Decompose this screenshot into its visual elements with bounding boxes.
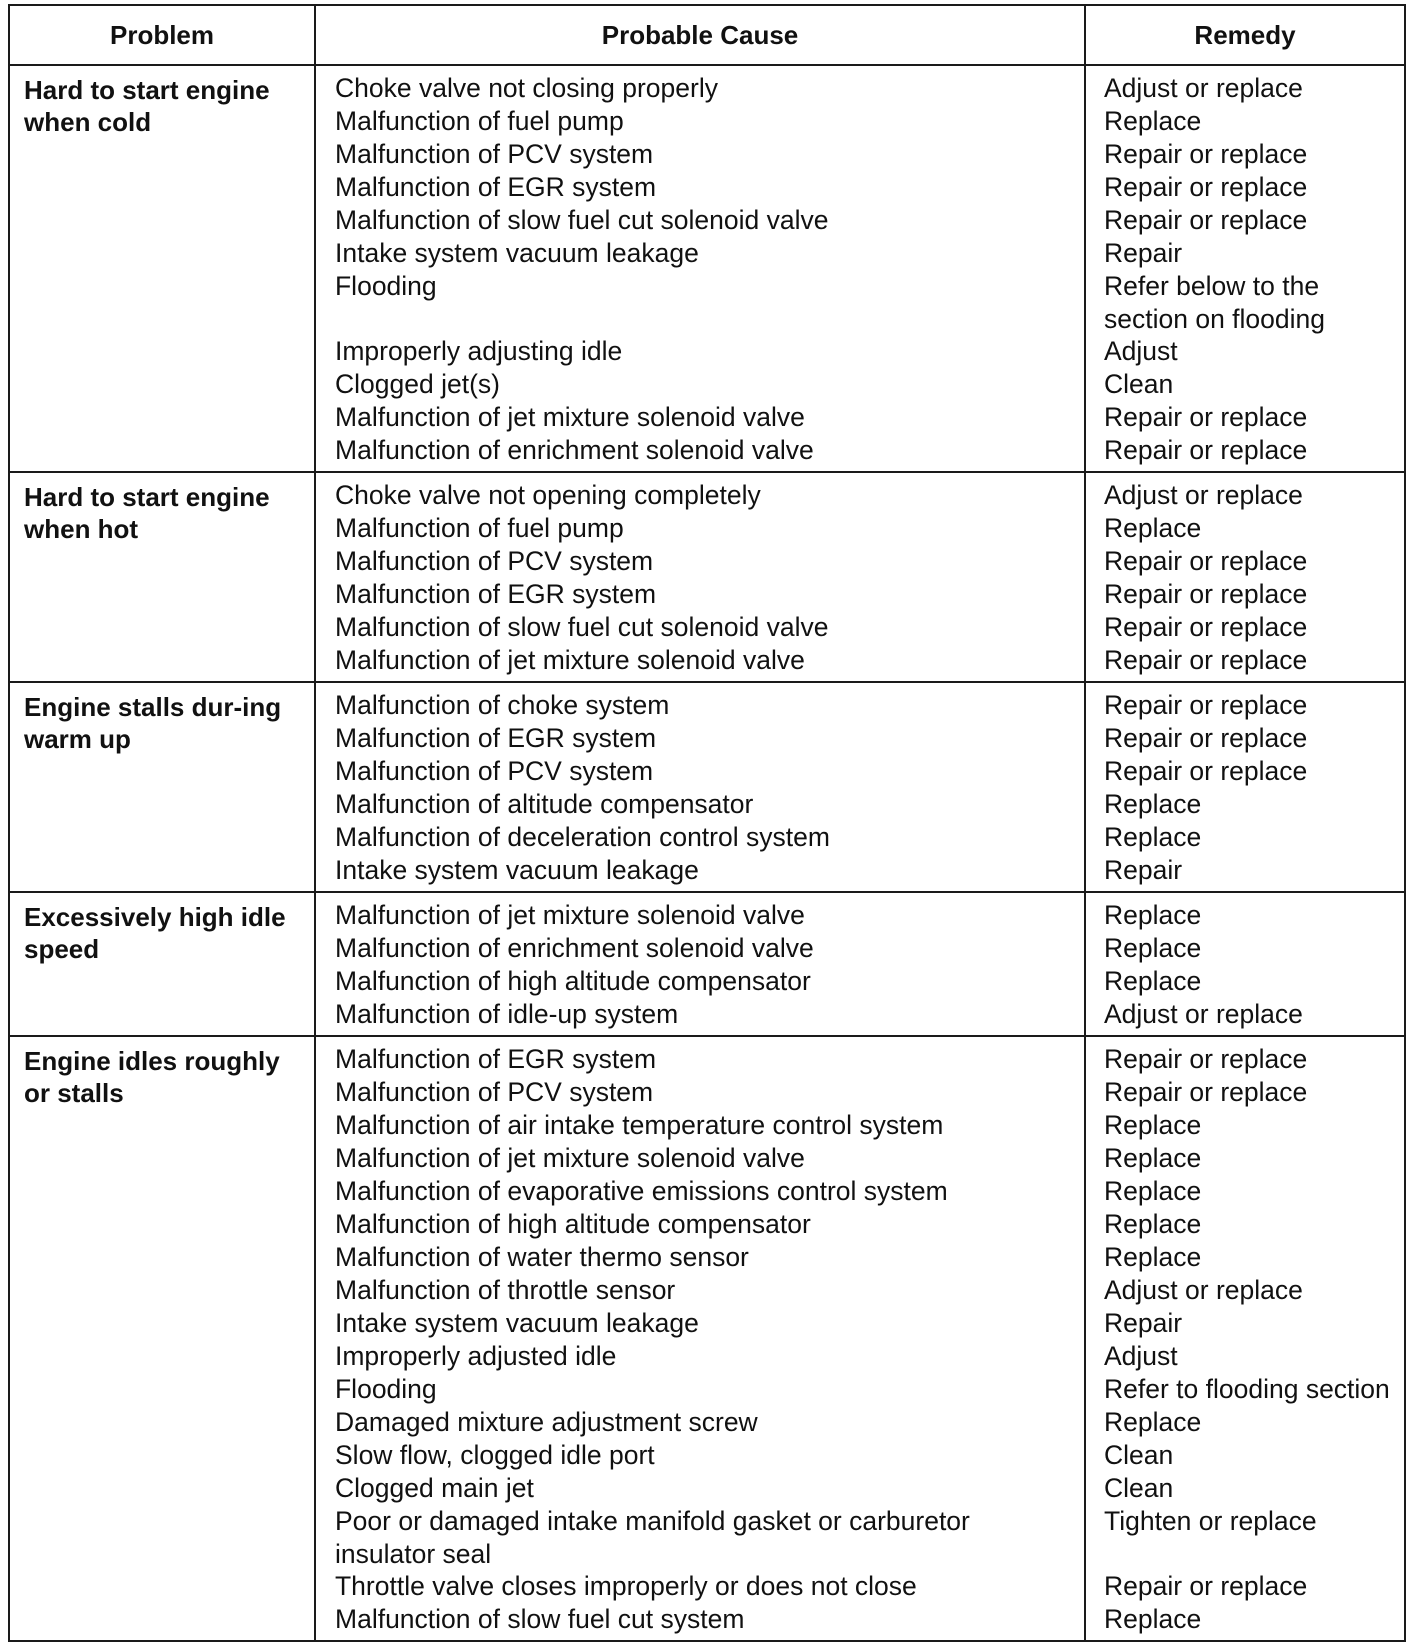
cause-line: Malfunction of EGR system xyxy=(335,1044,657,1074)
header-row xyxy=(9,5,1405,65)
cause-line: Malfunction of throttle sensor xyxy=(335,1275,676,1305)
cause-line: Malfunction of EGR system xyxy=(335,723,657,753)
cause-line: Malfunction of jet mixture solenoid valve xyxy=(335,1143,805,1173)
problem-section-row xyxy=(9,682,1405,892)
remedy-line: Repair or replace xyxy=(1104,546,1308,576)
remedy-line: Repair or replace xyxy=(1104,723,1308,753)
cause-line: Malfunction of idle-up system xyxy=(335,999,679,1029)
remedy-line: Replace xyxy=(1104,106,1202,136)
remedy-line: Repair or replace xyxy=(1104,205,1308,235)
problem-cell: Excessively high idle speed xyxy=(9,892,315,1036)
cause-line: Clogged jet(s) xyxy=(335,369,500,399)
cause-line: Throttle valve closes improperly or does not close xyxy=(335,1571,917,1601)
problem-cell: Hard to start engine when hot xyxy=(9,472,315,682)
remedy-line: Clean xyxy=(1104,1473,1174,1503)
cause-line: Malfunction of evaporative emissions control system xyxy=(335,1176,948,1206)
problem-cell: Engine stalls dur-ing warm up xyxy=(9,682,315,892)
cause-line: Malfunction of EGR system xyxy=(335,172,657,202)
problem-section-row xyxy=(9,1036,1405,1641)
remedy-line: Replace xyxy=(1104,513,1202,543)
cause-line: Malfunction of PCV system xyxy=(335,1077,654,1107)
cause-line: Choke valve not closing properly xyxy=(335,73,718,103)
cause-line: Malfunction of water thermo sensor xyxy=(335,1242,749,1272)
remedy-line: Adjust or replace xyxy=(1104,480,1303,510)
remedy-line: Refer to flooding section xyxy=(1104,1374,1390,1404)
cause-line: Malfunction of jet mixture solenoid valve xyxy=(335,645,805,675)
probable-cause-cell xyxy=(315,682,1085,892)
remedy-line: Replace xyxy=(1104,1407,1202,1437)
remedy-line: Repair or replace xyxy=(1104,645,1308,675)
cause-line: Malfunction of choke system xyxy=(335,690,670,720)
cause-line: Malfunction of PCV system xyxy=(335,546,654,576)
probable-cause-cell xyxy=(315,65,1085,472)
probable-cause-cell xyxy=(315,1036,1085,1641)
cause-line: Intake system vacuum leakage xyxy=(335,238,699,268)
troubleshooting-sheet xyxy=(8,4,1404,1642)
remedy-line: Repair or replace xyxy=(1104,1044,1308,1074)
cause-line: Flooding xyxy=(335,271,437,301)
cause-line: Intake system vacuum leakage xyxy=(335,855,699,885)
cause-line: Malfunction of slow fuel cut solenoid valve xyxy=(335,612,829,642)
cause-line: Poor or damaged intake manifold gasket or carburetor insulator seal xyxy=(335,1506,970,1569)
remedy-line: Tighten or replace xyxy=(1104,1506,1317,1536)
probable-cause-cell xyxy=(315,472,1085,682)
cause-line: Malfunction of PCV system xyxy=(335,756,654,786)
cause-line: Choke valve not opening completely xyxy=(335,480,761,510)
remedy-line: Refer below to the section on flooding xyxy=(1104,271,1325,334)
problem-section-row xyxy=(9,472,1405,682)
remedy-line: Repair or replace xyxy=(1104,756,1308,786)
cause-line: Flooding xyxy=(335,1374,437,1404)
remedy-line: Repair xyxy=(1104,1308,1183,1338)
remedy-line: Replace xyxy=(1104,789,1202,819)
remedy-line: Repair or replace xyxy=(1104,1077,1308,1107)
cause-line: Malfunction of altitude compensator xyxy=(335,789,754,819)
remedy-line: Replace xyxy=(1104,1604,1202,1634)
remedy-line: Replace xyxy=(1104,822,1202,852)
cause-line: Malfunction of high altitude compensator xyxy=(335,1209,811,1239)
remedy-line: Replace xyxy=(1104,1242,1202,1272)
remedy-line: Replace xyxy=(1104,1110,1202,1140)
remedy-cell xyxy=(1085,892,1405,1036)
cause-line: Slow flow, clogged idle port xyxy=(335,1440,655,1470)
cause-line: Malfunction of slow fuel cut solenoid valve xyxy=(335,205,829,235)
remedy-line: Repair or replace xyxy=(1104,1571,1308,1601)
remedy-line: Adjust or replace xyxy=(1104,73,1303,103)
remedy-line: Adjust or replace xyxy=(1104,1275,1303,1305)
cause-line: Malfunction of fuel pump xyxy=(335,513,624,543)
cause-line: Malfunction of deceleration control system xyxy=(335,822,830,852)
remedy-line: Clean xyxy=(1104,1440,1174,1470)
remedy-line: Repair or replace xyxy=(1104,435,1308,465)
remedy-line: Adjust xyxy=(1104,1341,1178,1371)
remedy-line: Replace xyxy=(1104,1176,1202,1206)
problem-cell: Engine idles roughly or stalls xyxy=(9,1036,315,1641)
cause-line: Malfunction of fuel pump xyxy=(335,106,624,136)
remedy-line: Repair xyxy=(1104,855,1183,885)
remedy-line: Repair or replace xyxy=(1104,172,1308,202)
remedy-line: Repair or replace xyxy=(1104,139,1308,169)
remedy-line: Adjust or replace xyxy=(1104,999,1303,1029)
remedy-line: Replace xyxy=(1104,900,1202,930)
cause-line: Clogged main jet xyxy=(335,1473,534,1503)
remedy-cell xyxy=(1085,682,1405,892)
remedy-line: Repair xyxy=(1104,238,1183,268)
header-problem: Problem xyxy=(9,5,315,65)
cause-line: Malfunction of slow fuel cut system xyxy=(335,1604,745,1634)
probable-cause-cell xyxy=(315,892,1085,1036)
cause-line: Malfunction of enrichment solenoid valve xyxy=(335,435,814,465)
remedy-line: Repair or replace xyxy=(1104,690,1308,720)
cause-line: Improperly adjusted idle xyxy=(335,1341,617,1371)
problem-cell: Hard to start engine when cold xyxy=(9,65,315,472)
table-body xyxy=(9,65,1405,1641)
cause-line: Malfunction of high altitude compensator xyxy=(335,966,811,996)
remedy-cell xyxy=(1085,65,1405,472)
remedy-line: Replace xyxy=(1104,1209,1202,1239)
problem-section-row xyxy=(9,65,1405,472)
cause-line: Malfunction of PCV system xyxy=(335,139,654,169)
remedy-line: Adjust xyxy=(1104,336,1178,366)
problem-section-row xyxy=(9,892,1405,1036)
troubleshooting-table xyxy=(8,4,1406,1642)
cause-line: Malfunction of enrichment solenoid valve xyxy=(335,933,814,963)
cause-line: Intake system vacuum leakage xyxy=(335,1308,699,1338)
remedy-line: Repair or replace xyxy=(1104,402,1308,432)
header-probable-cause: Probable Cause xyxy=(315,5,1085,65)
remedy-line: Repair or replace xyxy=(1104,612,1308,642)
remedy-cell xyxy=(1085,472,1405,682)
cause-line: Malfunction of air intake temperature control system xyxy=(335,1110,944,1140)
header-remedy: Remedy xyxy=(1085,5,1405,65)
cause-line: Improperly adjusting idle xyxy=(335,336,623,366)
cause-line: Damaged mixture adjustment screw xyxy=(335,1407,758,1437)
remedy-line: Replace xyxy=(1104,966,1202,996)
cause-line: Malfunction of EGR system xyxy=(335,579,657,609)
remedy-cell xyxy=(1085,1036,1405,1641)
remedy-line: Replace xyxy=(1104,933,1202,963)
remedy-line: Repair or replace xyxy=(1104,579,1308,609)
remedy-line: Clean xyxy=(1104,369,1174,399)
cause-line: Malfunction of jet mixture solenoid valve xyxy=(335,900,805,930)
remedy-line: Replace xyxy=(1104,1143,1202,1173)
cause-line: Malfunction of jet mixture solenoid valve xyxy=(335,402,805,432)
